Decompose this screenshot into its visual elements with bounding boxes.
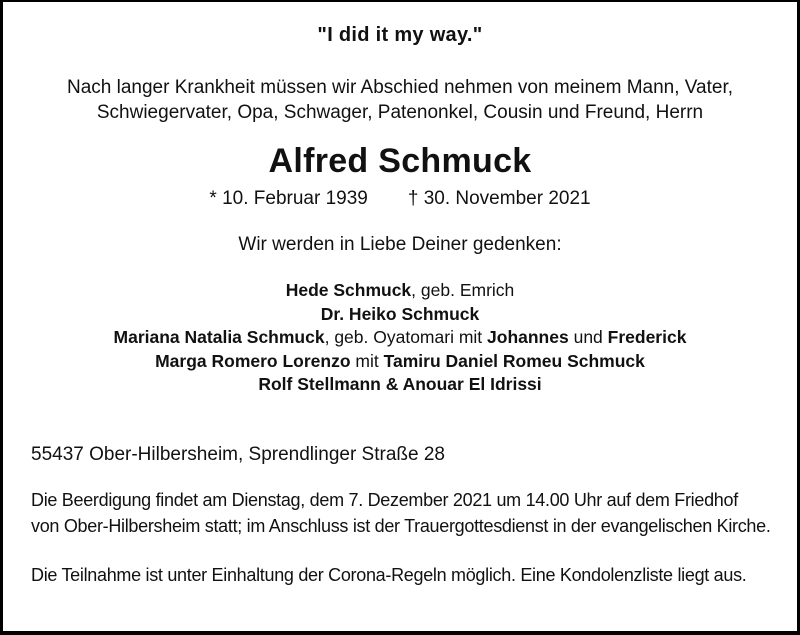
mourner-name: Dr. Heiko Schmuck (320, 303, 480, 324)
death-date: † 30. November 2021 (407, 188, 591, 209)
mourner-name: Tamiru Daniel Romeu Schmuck (383, 350, 645, 371)
mourner-line (31, 350, 769, 374)
life-dates (31, 187, 769, 211)
motto-quote: "I did it my way." (317, 24, 483, 46)
mourner-name: Johannes (487, 327, 569, 347)
mourner-name: Frederick (607, 327, 687, 347)
intro-line-2: Schwiegervater, Opa, Schwager, Patenonkel, Cousin und Freund, Herrn (96, 102, 704, 123)
mourner-name: Hede Schmuck (285, 280, 412, 300)
mourner-line (31, 373, 769, 397)
mourner-detail: und (568, 327, 608, 347)
funeral-line-2: von Ober-Hilbersheim statt; im Anschluss ist der Trauergottesdienst in der evangelischen Kirche. (31, 515, 771, 536)
intro-line-1: Nach langer Krankheit müssen wir Abschied nehmen von meinem Mann, Vater, (66, 77, 734, 98)
remembrance-line: Wir werden in Liebe Deiner gedenken: (238, 234, 562, 255)
mourner-detail: , geb. Oyatomari mit (324, 327, 488, 347)
corona-note: Die Teilnahme ist unter Einhaltung der Corona-Regeln möglich. Eine Kondolenzliste liegt aus. (31, 564, 747, 585)
mourner-line (31, 303, 769, 327)
funeral-line-1: Die Beerdigung findet am Dienstag, dem 7. Dezember 2021 um 14.00 Uhr auf dem Friedhof (31, 489, 738, 510)
mourner-detail: , geb. Emrich (411, 280, 515, 300)
mourners-list (31, 279, 769, 397)
mourner-line (31, 279, 769, 303)
mourner-detail: mit (350, 350, 384, 371)
deceased-name: Alfred Schmuck (268, 142, 532, 180)
intro-paragraph (31, 75, 769, 125)
funeral-paragraph (31, 487, 769, 539)
address-line: 55437 Ober-Hilbersheim, Sprendlinger Straße 28 (31, 443, 445, 465)
mourner-name: Mariana Natalia Schmuck (113, 327, 325, 347)
birth-date: * 10. Februar 1939 (209, 188, 368, 209)
mourner-line (31, 326, 769, 350)
mourner-name: Rolf Stellmann & Anouar El Idrissi (258, 374, 542, 394)
mourner-name: Marga Romero Lorenzo (155, 350, 351, 371)
